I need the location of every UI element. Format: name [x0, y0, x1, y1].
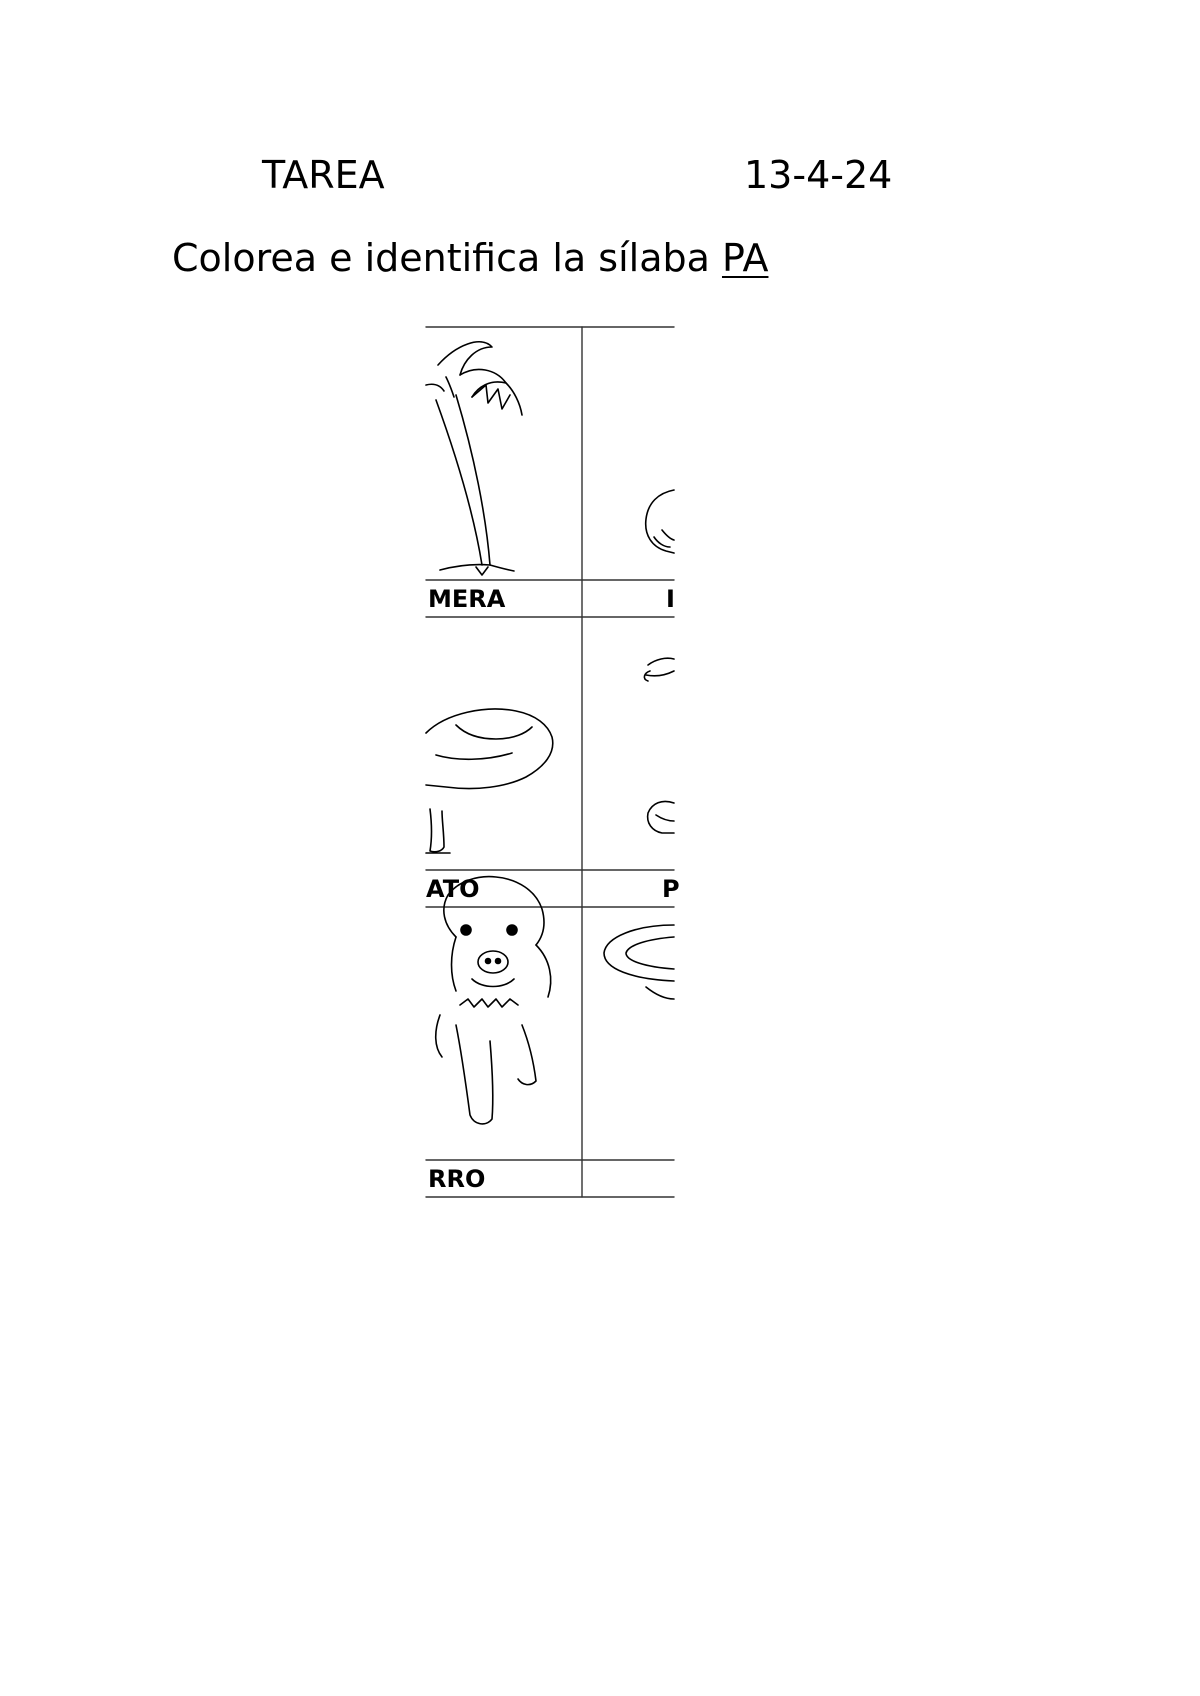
label-row-3: RRO	[428, 1165, 486, 1193]
label-row-2-right: P	[662, 875, 680, 903]
label-row-1: MERA	[428, 585, 506, 613]
instruction-text: Colorea e identifica la sílaba	[172, 236, 722, 280]
figure-drawing	[644, 658, 674, 833]
instruction	[172, 232, 768, 284]
puppy-drawing	[436, 877, 551, 1124]
worksheet-image	[426, 325, 680, 1199]
bowl-drawing	[604, 925, 674, 999]
label-row-1-right: I	[666, 585, 675, 613]
page-title: TAREA	[262, 153, 385, 197]
date: 13-4-24	[744, 153, 893, 197]
palm-tree-drawing	[426, 342, 522, 575]
instruction-syllable: PA	[721, 236, 769, 280]
bird-drawing	[426, 709, 553, 853]
head-drawing	[646, 490, 674, 553]
label-row-2: ATO	[426, 875, 480, 903]
